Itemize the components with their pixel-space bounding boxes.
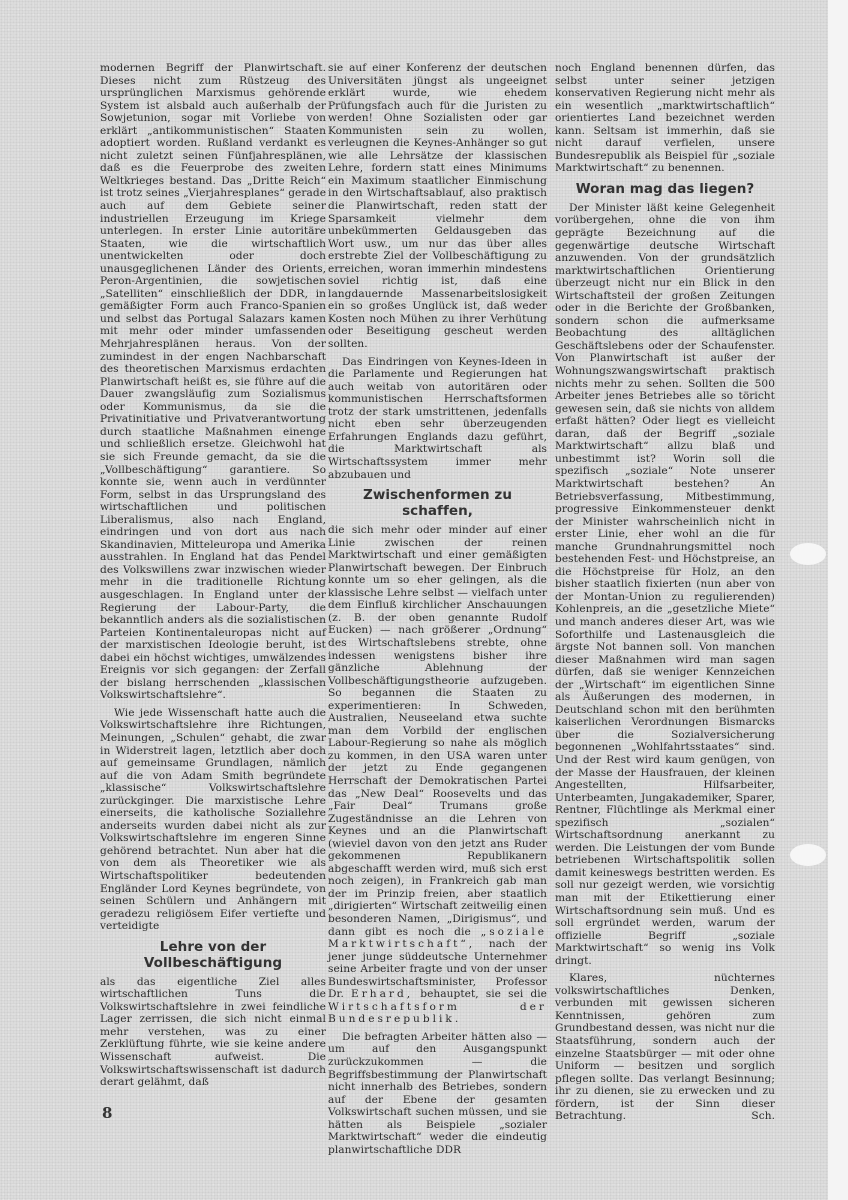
paragraph: modernen Begriff der Planwirtschaft. Dieses nicht zum Rüstzeug des ursprünglichen Marxismus gehörende System ist alsbald auch außerhalb der Sowjetunion, sogar mit Vorliebe von erklärt „antikommunistischen“ Staaten adoptiert worden. Rußland verdankt es nicht zuletzt seinen Fünfjahresplänen, daß es die Feuerprobe des zweiten Weltkrieges bestand. Das „Dritte Reich“ ist trotz seines „Vierjahresplanes“ gerade auch auf dem Gebiete seiner industriellen Erzeugung im Kriege unterlegen. In erster Linie autoritäre Staaten, wie die wirtschaftlich unentwickelten oder doch unausgeglichenen Länder des Orients, Peron-Argentinien, die sowjetischen „Satelliten“ einschließlich der DDR, in gemäßigter Form auch Franco-Spanien und selbst das Portugal Salazars kamen mit mehr oder minder umfassenden Mehrjahresplänen heraus. Von der zumindest in der engen Nachbarschaft des theoretischen Marxismus erdachten Planwirtschaft heißt es, sie führe auf die Dauer zwangsläufig zum Sozialismus oder Kommunismus, da sie die Privatinitiative und Privatverantwortung durch staatliche Maßnahmen einenge und schließlich ersetze. Gleichwohl hat sie sich Freunde gemacht, da sie die „Vollbeschäftigung“ garantiere. So konnte sie, wenn auch in verdünnter Form, selbst in das Ursprungsland des wirtschaftlichen und politischen Liberalismus, also nach England, eindringen und von dort aus nach Skandinavien, Mitteleuropa und Amerika ausstrahlen. In England hat das Pendel des Volkswillens zwar inzwischen wieder mehr in die traditionelle Richtung ausgeschlagen. In England unter der Regierung der Labour-Party, die bekanntlich anders als die sozialistischen Parteien Kontinentaleuropas nicht auf der marxistischen Ideologie beruht, ist dabei ein höchst wichtiges, umwälzendes Ereignis vor sich gegangen: der Zerfall der bislang herrschenden „klassischen Volkswirtschaftslehre“. xyxy=(100,62,327,702)
subheading-lehre: Lehre von der Vollbeschäftigung xyxy=(143,938,283,971)
binder-hole xyxy=(790,543,826,565)
binder-hole xyxy=(790,844,826,866)
paragraph: Der Minister läßt keine Gelegenheit vorübergehen, ohne die von ihm geprägte Bezeichnung auf die gegenwärtige deutsche Wirtschaft anzuwenden. Von der grundsätzlich marktwirtschaftlichen Orientierung überzeugt nicht nur ein Blick in den Wirtschaftsteil der großen Zeitungen oder in die Berichte der Großbanken, sondern schon die aufmerksame Beobachtung des alltäglichen Geschäftslebens oder der Schaufenster. Von Planwirtschaft ist außer der Wohnungszwangswirtschaft praktisch nichts mehr zu sehen. Sollten die 500 Arbeiter jenes Betriebes alle so töricht gewesen sein, daß sie nichts von alldem erfaßt hätten? Oder liegt es vielleicht daran, daß der Begriff „soziale Marktwirtschaft“ allzu blaß und unbestimmt ist? Worin soll die spezifisch „soziale“ Note unserer Marktwirtschaft bestehen? An Betriebsverfassung, Mitbestimmung, progressive Einkommensteuer denkt der Minister wahrscheinlich nicht in erster Linie, eher wohl an die für manche Grundnahrungsmittel noch bestehenden Fest- und Höchstpreise, an die Höchstpreise für Holz, an den bisher staatlich fixierten (nun aber von der Montan-Union zu regulierenden) Kohlenpreis, an die „gesetzliche Miete“ und manch anderes dieser Art, was wie Soforthilfe und Lastenausgleich die ärgste Not bannen soll. Von manchen dieser Maßnahmen wird man sagen dürfen, daß sie weniger Kennzeichen der „Wirtschaft“ im eigentlichen Sinne als Äußerungen des modernen, in Deutschland schon mit den berühmten kaiserlichen Verordnungen Bismarcks über die Sozialversicherung begonnenen „Wohlfahrtsstaates“ sind. Und der Rest wird kaum genügen, von der Masse der Hausfrauen, der kleinen Angestellten, Hilfsarbeiter, Unterbeamten, Jungakademiker, Sparer, Rentner, Flüchtlinge als Merkmal einer spezifisch „sozialen“ Wirtschaftsordnung anerkannt zu werden. Die Leistungen der vom Bunde betriebenen Wirtschaftspolitik sollen damit keineswegs bestritten werden. Es soll nur gezeigt werden, wie vorsichtig man mit der Etikettierung einer Wirtschaftsordnung sein muß. Und es soll ergründet werden, warum der offizielle Begriff „soziale Marktwirtschaft“ so wenig ins Volk dringt. xyxy=(555,201,775,967)
paragraph: als das eigentliche Ziel alles wirtschaftlichen Tuns die Volkswirtschaftslehre in zwei feindliche Lager zerrissen, die sich nicht einmal mehr verstehen, was zu einer Zerklüftung führte, wie sie keine andere Wissenschaft aufweist. Die Volkswirtschaftswissenschaft ist dadurch derart gelähmt, daß xyxy=(100,975,326,1089)
spaced-term: „soziale Marktwirtschaft“, xyxy=(328,925,547,951)
spaced-form: Wirtschaftsform der Bundesrepublik. xyxy=(328,1000,547,1026)
spaced-name: Erhard, xyxy=(351,988,414,1001)
paragraph: Klares, nüchternes volkswirtschaftliches Denken, verbunden mit gewissen sicheren Kenntnissen, gehören zum Grundbestand dessen, was nicht nur die Staatsführung, sondern auch der einzelne Staatsbürger — mit oder ohne Uniform — besitzen und sorglich pflegen sollte. Das verlangt Besinnung; ihr zu dienen, sie zu erwecken und zu fördern, ist der Sinn dieser Betrachtung. Sch. xyxy=(555,972,775,1123)
page-edge xyxy=(828,0,848,1200)
article-column-3 xyxy=(555,62,775,1123)
article-column-1 xyxy=(100,62,326,1089)
subheading-zwischenformen: Zwischenformen zu schaffen, xyxy=(363,487,512,520)
paragraph: die sich mehr oder minder auf einer Linie zwischen der reinen Marktwirtschaft und einer gemäßigten Planwirtschaft bewegen. Der Einbruch konnte um so eher gelingen, als die klassische Lehre selbst — vielfach unter dem Einfluß kirchlicher Anschauungen (z. B. der oben genannte Rudolf Eucken) — nach größerer „Ordnung“ des Wirtschaftslebens strebte, ohne indessen wenigstens bisher ihre gänzliche Ablehnung der Vollbeschäftigungstheorie aufzugeben. So begannen die Staaten zu experimentieren: In Schweden, Australien, Neuseeland etwa suchte man dem Vorbild der englischen Labour-Regierung so nahe als möglich zu kommen, in den USA waren unter der jetzt zu Ende gegangenen Herrschaft der Demokratischen Partei das „New Deal“ Roosevelts und das „Fair Deal“ Trumans große Zugeständnisse an die Lehren von Keynes und an die Planwirtschaft (wieviel davon von den jetzt ans Ruder gekommenen Republikanern abgeschafft werden wird, muß sich erst noch zeigen), in Frankreich gab man der im Prinzip freien, aber staatlich „dirigierten“ Wirtschaft zeitweilig einen besonderen Namen, „Dirigismus“, und dann gibt es noch die „soziale Marktwirtschaft“, nach der jener junge süddeutsche Unternehmer seine Arbeiter fragte und von der unser Bundeswirtschaftsminister, Professor Dr. Erhard, behauptet, sie sei die Wirtschaftsform der Bundesrepublik. xyxy=(328,524,548,1026)
paragraph: sie auf einer Konferenz der deutschen Universitäten jüngst als ungeeignet erklärt wurde, wie ehedem Prüfungsfach auch für die Juristen zu werden! Ohne Sozialisten oder gar Kommunisten sein zu wollen, verleugnen die Keynes-Anhänger so gut wie alle Lehrsätze der klassischen Lehre, fordern statt eines Minimums ein Maximum staatlicher Einmischung in den Wirtschaftsablauf, also praktisch die Planwirtschaft, reden statt der Sparsamkeit vielmehr dem unbekümmerten Geldausgeben das Wort usw., um nur das über alles erstrebte Ziel der Vollbeschäftigung zu erreichen, woran immerhin mindestens soviel richtig ist, daß eine langdauernde Massenarbeitslosigkeit ein so großes Unglück ist, daß weder Kosten noch Mühen zu ihrer Verhütung oder Beseitigung gescheut werden sollten. xyxy=(328,62,547,351)
subheading-woran: Woran mag das liegen? xyxy=(575,180,755,197)
paragraph: noch England benennen dürfen, das selbst unter seiner jetzigen konservativen Regierung nicht mehr als ein wesentlich „marktwirtschaftlich“ orientiertes Land bezeichnet werden kann. Seltsam ist immerhin, daß sie nicht darauf verfielen, unsere Bundesrepublik als Beispiel für „soziale Marktwirtschaft“ zu benennen. xyxy=(555,62,775,175)
paragraph: Die befragten Arbeiter hätten also — um auf den Ausgangspunkt zurückzukommen — die Begriffsbestimmung der Planwirtschaft nicht innerhalb des Betriebes, sondern auf der Ebene der gesamten Volkswirtschaft suchen müssen, und sie hätten als Beispiele „sozialer Marktwirtschaft“ weder die eindeutig planwirtschaftliche DDR xyxy=(328,1030,547,1156)
author-signature: Sch. xyxy=(751,1110,775,1123)
page-number: 8 xyxy=(102,1104,113,1122)
paragraph: Wie jede Wissenschaft hatte auch die Volkswirtschaftslehre ihre Richtungen, Meinungen, „Schulen“ gehabt, die zwar in Widerstreit lagen, letztlich aber doch auf gemeinsame Grundlagen, nämlich auf die von Adam Smith begründete „klassische“ Volkswirtschaftslehre zurückginger. Die marxistische Lehre einerseits, die katholische Soziallehre anderseits wurden dabei nicht als zur Volkswirtschaftslehre im engeren Sinne gehörend betrachtet. Nun aber hat die von dem als Theoretiker wie als Wirtschaftspolitiker bedeutenden Engländer Lord Keynes begründete, von seinen Schülern und Anhängern mit geradezu religiösem Eifer vertiefte und verteidigte xyxy=(100,706,326,933)
article-column-2 xyxy=(328,62,547,1156)
paragraph: Das Eindringen von Keynes-Ideen in die Parlamente und Regierungen hat auch weitab von autoritären oder kommunistischen Herrschaftsformen trotz der stark umstrittenen, jedenfalls nicht eben sehr überzeugenden Erfahrungen Englands dazu geführt, die Marktwirtschaft als Wirtschaftssystem immer mehr abzubauen und xyxy=(328,355,547,481)
